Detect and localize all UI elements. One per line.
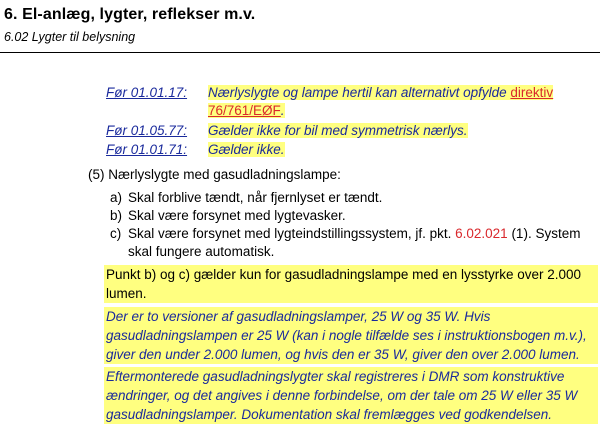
dated-note-1-date[interactable]: Før 01.01.17: (106, 85, 188, 100)
dated-note-1-text: Nærlyslygte og lampe hertil kan alternativt opfylde direktiv 76/761/EØF. (208, 85, 554, 118)
directive-link[interactable]: direktiv 76/761/EØF (208, 85, 554, 118)
header-divider (0, 52, 600, 53)
note-lumen-threshold: Punkt b) og c) gælder kun for gasudladningslampe med en lysstyrke over 2.000 lumen. (104, 265, 598, 303)
reference-link[interactable]: 6.02.021 (455, 226, 508, 241)
dated-note-2-date[interactable]: Før 01.05.77: (106, 123, 188, 138)
list-item-a: a) Skal forblive tændt, når fjernlyset er tændt. (110, 190, 383, 205)
dated-note-2-text: Gælder ikke for bil med symmetrisk nærlys. (208, 123, 468, 138)
dated-note-3-text: Gælder ikke. (208, 142, 285, 157)
note-lamp-versions: Der er to versioner af gasudladningslamper, 25 W og 35 W. Hvis gasudladningslampen er 25 W (kan i nogle tilfælde ses i instruktionsbogen m.v.), giver den under 2.000 lumen, og hvis den er 35 W, giver den over 2.000 lumen. (104, 307, 598, 364)
list-item-b: b) Skal være forsynet med lygtevasker. (110, 208, 346, 223)
list-item-c: c) Skal være forsynet med lygteindstillingssystem, jf. pkt. 6.02.021 (1). System skal fungere automatisk. (110, 226, 581, 259)
section-5-heading: (5) Nærlyslygte med gasudladningslampe: (88, 167, 341, 182)
note-registration: Eftermonterede gasudladningslygter skal registreres i DMR som konstruktive ændringer, og det angives i denne forbindelse, om der tale om 25 W eller 35 W gasudladningslamper. Dokumentation skal fremlægges ved godkendelsen. (104, 367, 598, 424)
subsection-heading: 6.02 Lygter til belysning (4, 30, 136, 44)
dated-note-3-date[interactable]: Før 01.01.71: (106, 142, 188, 157)
section-heading: 6. El-anlæg, lygter, reflekser m.v. (4, 6, 256, 23)
